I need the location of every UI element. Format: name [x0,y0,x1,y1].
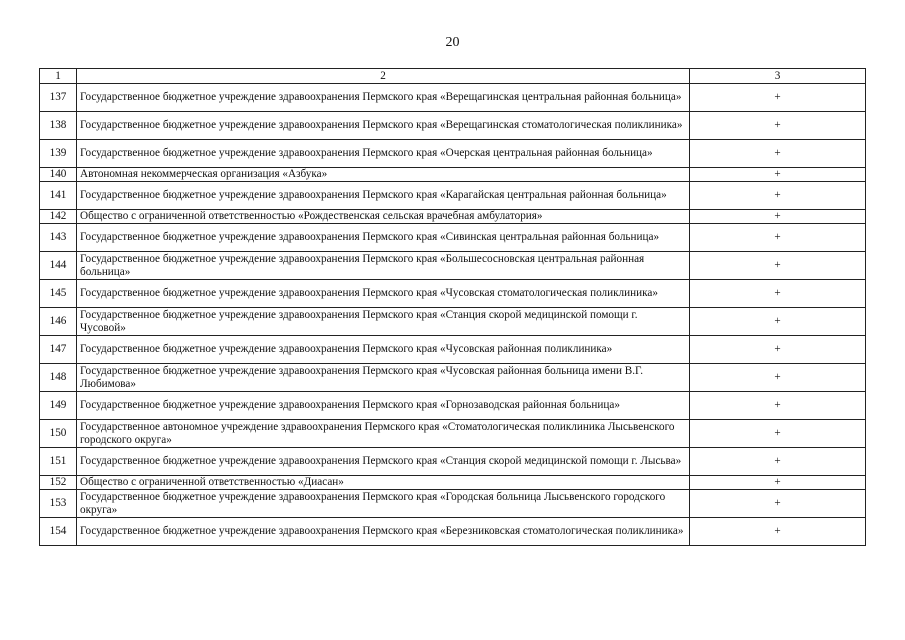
table-row [40,448,866,476]
table-row [40,336,866,364]
organization-name-cell: Государственное автономное учреждение здравоохранения Пермского края «Стоматологическая поликлиника Лысьвенского городского округа» [77,420,690,448]
row-number-cell: 138 [40,112,77,140]
organization-name-cell: Государственное бюджетное учреждение здравоохранения Пермского края «Чусовская районная поликлиника» [77,336,690,364]
mark-cell: + [690,420,866,448]
table-row [40,252,866,280]
organization-name-cell: Государственное бюджетное учреждение здравоохранения Пермского края «Станция скорой медицинской помощи г. Лысьва» [77,448,690,476]
row-number-cell: 144 [40,252,77,280]
mark-cell: + [690,448,866,476]
mark-cell: + [690,280,866,308]
organization-name-cell: Государственное бюджетное учреждение здравоохранения Пермского края «Карагайская центральная районная больница» [77,182,690,210]
row-number-cell: 142 [40,210,77,224]
mark-cell: + [690,168,866,182]
mark-cell: + [690,210,866,224]
row-number-cell: 146 [40,308,77,336]
table-row [40,364,866,392]
table-row [40,392,866,420]
row-number-cell: 143 [40,224,77,252]
row-number-cell: 154 [40,518,77,546]
organization-name-cell: Государственное бюджетное учреждение здравоохранения Пермского края «Станция скорой медицинской помощи г. Чусовой» [77,308,690,336]
table-row [40,476,866,490]
organization-name-cell: Государственное бюджетное учреждение здравоохранения Пермского края «Верещагинская стоматологическая поликлиника» [77,112,690,140]
row-number-cell: 139 [40,140,77,168]
table-row [40,308,866,336]
row-number-cell: 147 [40,336,77,364]
column-header-name: 2 [77,69,690,84]
column-header-mark: 3 [690,69,866,84]
table-row [40,112,866,140]
row-number-cell: 141 [40,182,77,210]
table-row [40,420,866,448]
mark-cell: + [690,140,866,168]
row-number-cell: 153 [40,490,77,518]
table-row [40,84,866,112]
row-number-cell: 137 [40,84,77,112]
organization-name-cell: Общество с ограниченной ответственностью «Рождественская сельская врачебная амбулатория» [77,210,690,224]
column-header-number: 1 [40,69,77,84]
row-number-cell: 148 [40,364,77,392]
table-row [40,168,866,182]
table-row [40,280,866,308]
row-number-cell: 152 [40,476,77,490]
table-row [40,182,866,210]
mark-cell: + [690,84,866,112]
organization-name-cell: Государственное бюджетное учреждение здравоохранения Пермского края «Очерская центральная районная больница» [77,140,690,168]
organization-name-cell: Государственное бюджетное учреждение здравоохранения Пермского края «Городская больница Лысьвенского городского округа» [77,490,690,518]
organization-name-cell: Государственное бюджетное учреждение здравоохранения Пермского края «Чусовская районная больница имени В.Г. Любимова» [77,364,690,392]
table-body [40,84,866,546]
table-row [40,140,866,168]
mark-cell: + [690,490,866,518]
table-row [40,518,866,546]
row-number-cell: 149 [40,392,77,420]
row-number-cell: 150 [40,420,77,448]
page-number: 20 [445,35,460,50]
mark-cell: + [690,476,866,490]
mark-cell: + [690,518,866,546]
mark-cell: + [690,336,866,364]
organization-name-cell: Общество с ограниченной ответственностью «Диасан» [77,476,690,490]
row-number-cell: 145 [40,280,77,308]
organization-name-cell: Государственное бюджетное учреждение здравоохранения Пермского края «Сивинская центральная районная больница» [77,224,690,252]
organizations-table [39,68,866,546]
mark-cell: + [690,308,866,336]
table-row [40,490,866,518]
table-header-row [40,69,866,84]
organization-name-cell: Автономная некоммерческая организация «Азбука» [77,168,690,182]
table-row [40,210,866,224]
mark-cell: + [690,392,866,420]
mark-cell: + [690,112,866,140]
row-number-cell: 151 [40,448,77,476]
organization-name-cell: Государственное бюджетное учреждение здравоохранения Пермского края «Чусовская стоматологическая поликлиника» [77,280,690,308]
table-row [40,224,866,252]
mark-cell: + [690,364,866,392]
mark-cell: + [690,252,866,280]
organization-name-cell: Государственное бюджетное учреждение здравоохранения Пермского края «Горнозаводская районная больница» [77,392,690,420]
organization-name-cell: Государственное бюджетное учреждение здравоохранения Пермского края «Верещагинская центральная районная больница» [77,84,690,112]
row-number-cell: 140 [40,168,77,182]
mark-cell: + [690,224,866,252]
organization-name-cell: Государственное бюджетное учреждение здравоохранения Пермского края «Большесосновская центральная районная больница» [77,252,690,280]
organization-name-cell: Государственное бюджетное учреждение здравоохранения Пермского края «Березниковская стоматологическая поликлиника» [77,518,690,546]
mark-cell: + [690,182,866,210]
